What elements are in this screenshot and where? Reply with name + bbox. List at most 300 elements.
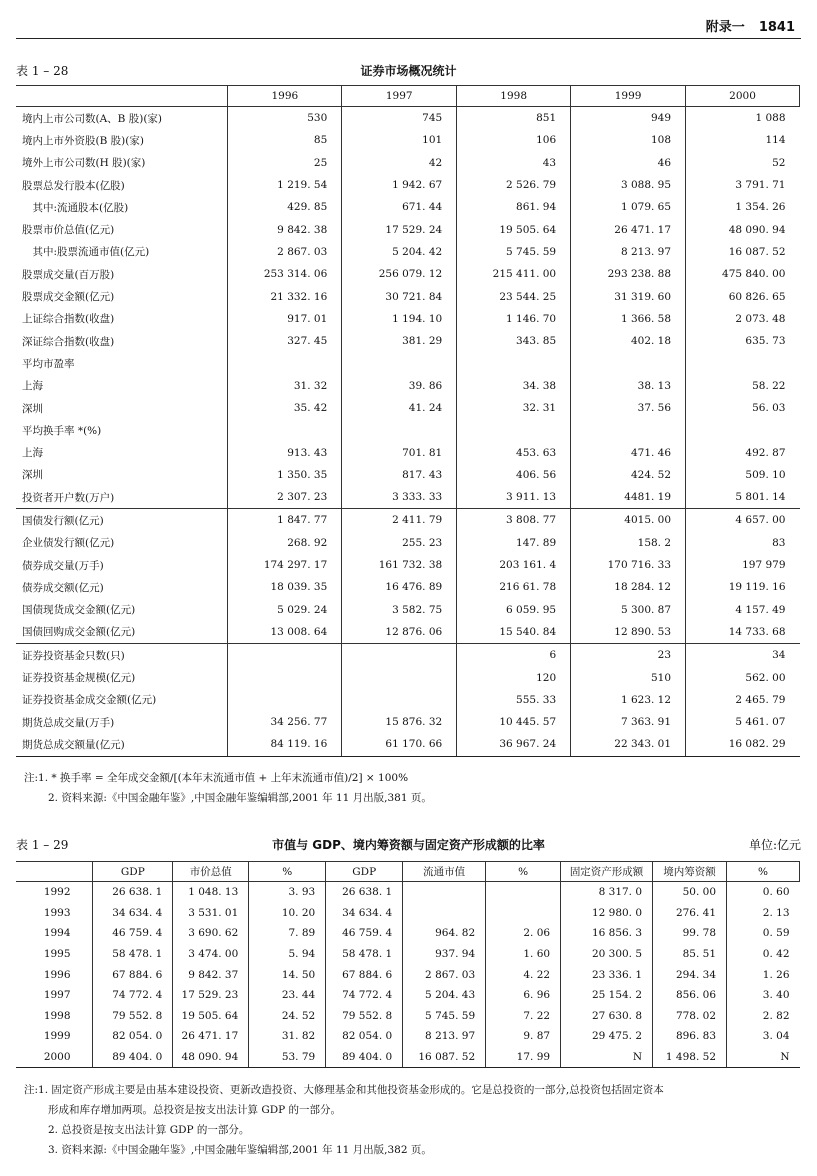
table-cell: 203 161. 4 [457,554,571,576]
table-cell: 26 471. 17 [571,218,686,240]
table-cell: 1 219. 54 [228,174,342,196]
note-line: 注:1. * 换手率 = 全年成交金额/[(本年末流通市值 + 上年末流通市值)/2] × 100% [24,772,409,784]
table-row [16,621,800,644]
row-label: 上海 [22,380,43,393]
table-cell: 74 772. 4 [326,985,403,1006]
table-cell: 16 087. 52 [403,1047,486,1068]
table-cell: 58. 22 [686,375,800,397]
table-cell: 101 [342,129,457,151]
table-cell: 510 [571,666,686,688]
table-row [16,285,800,307]
row-label: 其中:股票流通市值(亿元) [22,246,150,259]
table-cell: 158. 2 [571,532,686,554]
table-cell: 1. 26 [727,964,800,985]
table-cell: 38. 13 [571,375,686,397]
table-cell: 3 531. 01 [173,903,249,924]
table-cell: 34 256. 77 [228,711,342,733]
table-cell: 1 146. 70 [457,308,571,330]
table-row [16,923,800,944]
table-cell: 4481. 19 [571,486,686,509]
table-cell: 216 61. 78 [457,576,571,598]
table-cell: 778. 02 [653,1006,727,1027]
table-cell: 106 [457,129,571,151]
table-cell: 8 213. 97 [403,1026,486,1047]
table-cell: 7 363. 91 [571,711,686,733]
table-cell: 2. 13 [727,903,800,924]
table-cell: 17 529. 23 [173,985,249,1006]
row-label: 国债回购成交金额(亿元) [16,621,228,644]
row-label: 企业债发行额(亿元) [22,537,115,550]
table-cell: 48 090. 94 [686,218,800,240]
table-cell: 0. 60 [727,882,800,903]
table-cell: 39. 86 [342,375,457,397]
table-cell: 3 088. 95 [571,174,686,196]
row-label: 期货总成交额量(亿元) [16,733,228,756]
table-cell: 9 842. 38 [228,218,342,240]
table2-col-header: 市价总值 [173,862,249,882]
table1-body [16,107,800,757]
table-row [16,1026,800,1047]
row-label: 境外上市公司数(H 股)(家) [22,157,146,170]
table-cell: 52 [686,152,800,174]
table-cell: 46 759. 4 [326,923,403,944]
row-label: 1994 [43,927,71,940]
table-cell: 21 332. 16 [228,285,342,307]
note-line: 注:1. 固定资产形成主要是由基本建设投资、更新改造投资、大修理基金和其他投资基金形成的。它是总投资的一部分,总投资包括固定资本 [24,1084,664,1096]
table-row [16,352,800,374]
table-cell: 3. 93 [249,882,326,903]
table-cell: 43 [457,152,571,174]
table-cell: 85. 51 [653,944,727,965]
table-cell: 24. 52 [249,1006,326,1027]
table-cell: 170 716. 33 [571,554,686,576]
table-cell: 1 942. 67 [342,174,457,196]
table-cell [228,689,342,711]
row-label: 境内上市外资股(B 股)(家) [22,134,144,147]
row-label: 深圳 [22,469,43,482]
table-cell: 22 343. 01 [571,733,686,756]
table-cell: 701. 81 [342,441,457,463]
table-cell: 6. 96 [486,985,561,1006]
table-cell: 2. 06 [486,923,561,944]
table-cell [342,689,457,711]
table2-col-header: GDP [93,862,173,882]
table-cell: 25 154. 2 [561,985,653,1006]
securities-market-table [16,85,800,757]
table-row [16,1006,800,1027]
table-cell: 2 867. 03 [228,241,342,263]
row-label: 股票成交量(百万股) [22,268,115,281]
table-cell: 2 307. 23 [228,486,342,509]
table-cell: 31. 82 [249,1026,326,1047]
row-label: 投资者开户数(万户) [16,486,228,509]
table-cell: 215 411. 00 [457,263,571,285]
row-label: 股票市价总值(亿元) [22,224,115,237]
table-cell: 671. 44 [342,196,457,218]
table-cell: 35. 42 [228,397,342,419]
table-cell: 5 461. 07 [686,711,800,733]
table-cell [342,644,457,667]
table-row [16,174,800,196]
table-cell: 255. 23 [342,532,457,554]
table-cell: 67 884. 6 [326,964,403,985]
row-label: 股票总发行股本(亿股) [22,179,125,192]
table-cell: 562. 00 [686,666,800,688]
table-cell: 17 529. 24 [342,218,457,240]
table-cell: 5 029. 24 [228,599,342,621]
table1-col-header: 2000 [686,86,800,107]
table-cell: 917. 01 [228,308,342,330]
row-label: 1998 [43,1009,71,1022]
table-cell: 276. 41 [653,903,727,924]
table-cell: 15 876. 32 [342,711,457,733]
table1-col-header: 1996 [228,86,342,107]
table-cell: 7. 89 [249,923,326,944]
row-label: 1993 [43,906,71,919]
table-row [16,397,800,419]
table-cell: 99. 78 [653,923,727,944]
row-label: 深证综合指数(收盘) [22,335,115,348]
table-cell: 84 119. 16 [228,733,342,756]
table1-col-header: 1997 [342,86,457,107]
table-cell: 197 979 [686,554,800,576]
table-cell: 424. 52 [571,464,686,486]
table-cell: 5 745. 59 [457,241,571,263]
row-label: 股票成交金额(亿元) [22,291,115,304]
table-cell: 12 876. 06 [342,621,457,644]
table-cell: 3 808. 77 [457,509,571,532]
table-cell: 949 [571,107,686,130]
row-label: 上海 [22,447,43,460]
row-label: 上证综合指数(收盘) [22,313,115,326]
row-label: 平均换手率 *(%) [22,424,102,437]
table-cell: 58 478. 1 [326,944,403,965]
table-row [16,554,800,576]
table-row [16,441,800,463]
table-cell: 256 079. 12 [342,263,457,285]
table2-body [16,882,800,1068]
table-cell: 16 856. 3 [561,923,653,944]
table-row [16,509,800,532]
table-cell: 5 801. 14 [686,486,800,509]
table-cell: 14. 50 [249,964,326,985]
table-cell [342,666,457,688]
table-cell: 19 119. 16 [686,576,800,598]
table-cell: 4 157. 49 [686,599,800,621]
table-cell: 67 884. 6 [93,964,173,985]
table-cell: 343. 85 [457,330,571,352]
table-cell: 56. 03 [686,397,800,419]
market-value-gdp-table [16,861,800,1068]
table-cell: 79 552. 8 [326,1006,403,1027]
table-cell: 8 317. 0 [561,882,653,903]
table1-title: 证券市场概况统计 [360,64,457,78]
table-cell: 60 826. 65 [686,285,800,307]
table-row [16,532,800,554]
table2-notes [24,1080,664,1160]
table-cell: 46 [571,152,686,174]
row-label: 平均市盈率 [22,357,75,370]
table-cell [228,352,342,374]
table-cell: 12 980. 0 [561,903,653,924]
table-cell: 381. 29 [342,330,457,352]
table-cell: 34. 38 [457,375,571,397]
table-cell [457,352,571,374]
table-cell: 3. 04 [727,1026,800,1047]
table-cell: 475 840. 00 [686,263,800,285]
table1-col-header: 1998 [457,86,571,107]
table-cell: 294. 34 [653,964,727,985]
table2-id: 表 1 – 29 [16,838,69,852]
table-row [16,263,800,285]
table-cell: N [561,1047,653,1068]
table-cell: 6 [457,644,571,667]
table2-col-header: 固定资产形成额 [561,862,653,882]
table-cell: 85 [228,129,342,151]
table-cell: 82 054. 0 [326,1026,403,1047]
table-cell: 453. 63 [457,441,571,463]
table-cell: 1. 60 [486,944,561,965]
table-cell: 1 366. 58 [571,308,686,330]
table-cell: 29 475. 2 [561,1026,653,1047]
table-cell: N [727,1047,800,1068]
table-cell: 964. 82 [403,923,486,944]
table-cell: 530 [228,107,342,130]
table-cell: 23 544. 25 [457,285,571,307]
table-cell: 34 634. 4 [93,903,173,924]
table-cell: 12 890. 53 [571,621,686,644]
table-cell: 37. 56 [571,397,686,419]
table-cell: 18 039. 35 [228,576,342,598]
table-cell: 2 867. 03 [403,964,486,985]
table-cell [486,903,561,924]
table-cell [457,419,571,441]
table-cell: 15 540. 84 [457,621,571,644]
table-cell: 509. 10 [686,464,800,486]
table-cell: 9. 87 [486,1026,561,1047]
table-cell: 1 194. 10 [342,308,457,330]
row-label: 证券投资基金成交金额(亿元) [22,694,157,707]
table-cell: 83 [686,532,800,554]
table-cell: 31. 32 [228,375,342,397]
table-cell: 745 [342,107,457,130]
table-cell: 851 [457,107,571,130]
table-cell: 1 048. 13 [173,882,249,903]
table-cell: 2 526. 79 [457,174,571,196]
row-label: 1996 [43,968,71,981]
table-cell: 13 008. 64 [228,621,342,644]
table-cell: 8 213. 97 [571,241,686,263]
table-row [16,129,800,151]
table-cell: 896. 83 [653,1026,727,1047]
table-cell: 5 300. 87 [571,599,686,621]
row-label: 债券成交量(万手) [22,559,104,572]
table-cell: 30 721. 84 [342,285,457,307]
table-row [16,107,800,130]
row-label: 其中:流通股本(亿股) [22,201,129,214]
table-row [16,644,800,667]
table-row [16,689,800,711]
table-cell: 16 082. 29 [686,733,800,756]
table-cell [571,352,686,374]
table-cell: 5 204. 43 [403,985,486,1006]
page-header [706,16,795,35]
table-cell [228,419,342,441]
table2-col-header [16,862,93,882]
table-cell: 34 [686,644,800,667]
note-line: 2. 总投资是按支出法计算 GDP 的一部分。 [48,1124,250,1136]
table-cell: 861. 94 [457,196,571,218]
table-cell [342,419,457,441]
table-cell: 10 445. 57 [457,711,571,733]
note-line: 2. 资料来源:《中国金融年鉴》,中国金融年鉴编辑部,2001 年 11 月出版,381 页。 [48,792,432,804]
table-cell: 5 745. 59 [403,1006,486,1027]
table-cell: 1 623. 12 [571,689,686,711]
table-row [16,733,800,756]
table-cell: 31 319. 60 [571,285,686,307]
table-cell: 108 [571,129,686,151]
table-cell: 26 638. 1 [93,882,173,903]
table-row [16,464,800,486]
table-cell: 913. 43 [228,441,342,463]
table-cell: 41. 24 [342,397,457,419]
row-label: 债券成交额(亿元) [22,581,104,594]
table-cell: 46 759. 4 [93,923,173,944]
table-cell [228,666,342,688]
table2-col-header: % [486,862,561,882]
table-cell: 4 657. 00 [686,509,800,532]
table-cell: 16 087. 52 [686,241,800,263]
table-cell: 25 [228,152,342,174]
table-cell: 4015. 00 [571,509,686,532]
table-cell: 555. 33 [457,689,571,711]
table-cell: 856. 06 [653,985,727,1006]
row-label: 1992 [43,886,71,899]
table-cell: 2 465. 79 [686,689,800,711]
table-cell: 114 [686,129,800,151]
table2-col-header: % [727,862,800,882]
table-cell: 79 552. 8 [93,1006,173,1027]
table-cell: 174 297. 17 [228,554,342,576]
table-cell: 3 911. 13 [457,486,571,509]
table-row [16,375,800,397]
table-row [16,985,800,1006]
table-cell [686,352,800,374]
table-cell: 406. 56 [457,464,571,486]
table-cell: 147. 89 [457,532,571,554]
row-label: 证券投资基金规模(亿元) [22,672,136,685]
table-cell: 937. 94 [403,944,486,965]
table-cell [403,903,486,924]
table-cell: 58 478. 1 [93,944,173,965]
table-row [16,196,800,218]
table-cell: 1 354. 26 [686,196,800,218]
table-cell: 36 967. 24 [457,733,571,756]
table-cell [571,419,686,441]
table-cell [403,882,486,903]
table1-col-header [16,86,228,107]
table-cell: 17. 99 [486,1047,561,1068]
table-cell: 7. 22 [486,1006,561,1027]
table-cell: 817. 43 [342,464,457,486]
row-label: 深圳 [22,402,43,415]
table-cell: 10. 20 [249,903,326,924]
table-row [16,944,800,965]
table-cell: 635. 73 [686,330,800,352]
table-row [16,1047,800,1068]
table1-notes [24,768,432,808]
table-cell: 26 471. 17 [173,1026,249,1047]
row-label: 1995 [43,948,71,961]
table-cell: 82 054. 0 [93,1026,173,1047]
table-cell: 120 [457,666,571,688]
row-label: 1999 [43,1030,71,1043]
table-row [16,241,800,263]
table-cell: 50. 00 [653,882,727,903]
table-cell: 5. 94 [249,944,326,965]
table-row [16,903,800,924]
table-cell: 2. 82 [727,1006,800,1027]
table-row [16,152,800,174]
table-row [16,882,800,903]
table-cell: 253 314. 06 [228,263,342,285]
table-cell [486,882,561,903]
table-cell: 26 638. 1 [326,882,403,903]
table-cell [686,419,800,441]
table-cell: 5 204. 42 [342,241,457,263]
table-cell: 23. 44 [249,985,326,1006]
table-cell: 27 630. 8 [561,1006,653,1027]
table-cell: 23 336. 1 [561,964,653,985]
table2-col-header: GDP [326,862,403,882]
table-cell: 3 791. 71 [686,174,800,196]
table-cell: 19 505. 64 [173,1006,249,1027]
row-label: 2000 [16,1047,93,1068]
table-cell: 61 170. 66 [342,733,457,756]
table-cell: 1 350. 35 [228,464,342,486]
table-cell: 32. 31 [457,397,571,419]
table-cell: 3 582. 75 [342,599,457,621]
row-label: 境内上市公司数(A、B 股)(家) [22,112,163,125]
table-cell: 1 498. 52 [653,1047,727,1068]
table-cell: 293 238. 88 [571,263,686,285]
page-number: 1841 [758,20,795,35]
note-line: 形成和库存增加两项。总投资是按支出法计算 GDP 的一部分。 [48,1104,342,1116]
table-cell: 48 090. 94 [173,1047,249,1068]
table-row [16,486,800,509]
row-label: 证券投资基金只数(只) [22,649,125,662]
table-cell: 74 772. 4 [93,985,173,1006]
table-cell: 19 505. 64 [457,218,571,240]
header-rule [16,38,801,39]
row-label: 期货总成交量(万手) [22,716,115,729]
table-cell: 20 300. 5 [561,944,653,965]
table-cell [228,644,342,667]
table-cell: 3. 40 [727,985,800,1006]
table-cell: 1 088 [686,107,800,130]
table-cell: 14 733. 68 [686,621,800,644]
table-row [16,330,800,352]
table-cell: 4. 22 [486,964,561,985]
table2-unit: 单位:亿元 [748,838,801,852]
table-cell: 53. 79 [249,1047,326,1068]
table-cell [342,352,457,374]
table-cell: 429. 85 [228,196,342,218]
table-cell: 2 073. 48 [686,308,800,330]
table2-col-header: % [249,862,326,882]
table-cell: 1 847. 77 [228,509,342,532]
row-label: 国债发行额(亿元) [22,514,104,527]
